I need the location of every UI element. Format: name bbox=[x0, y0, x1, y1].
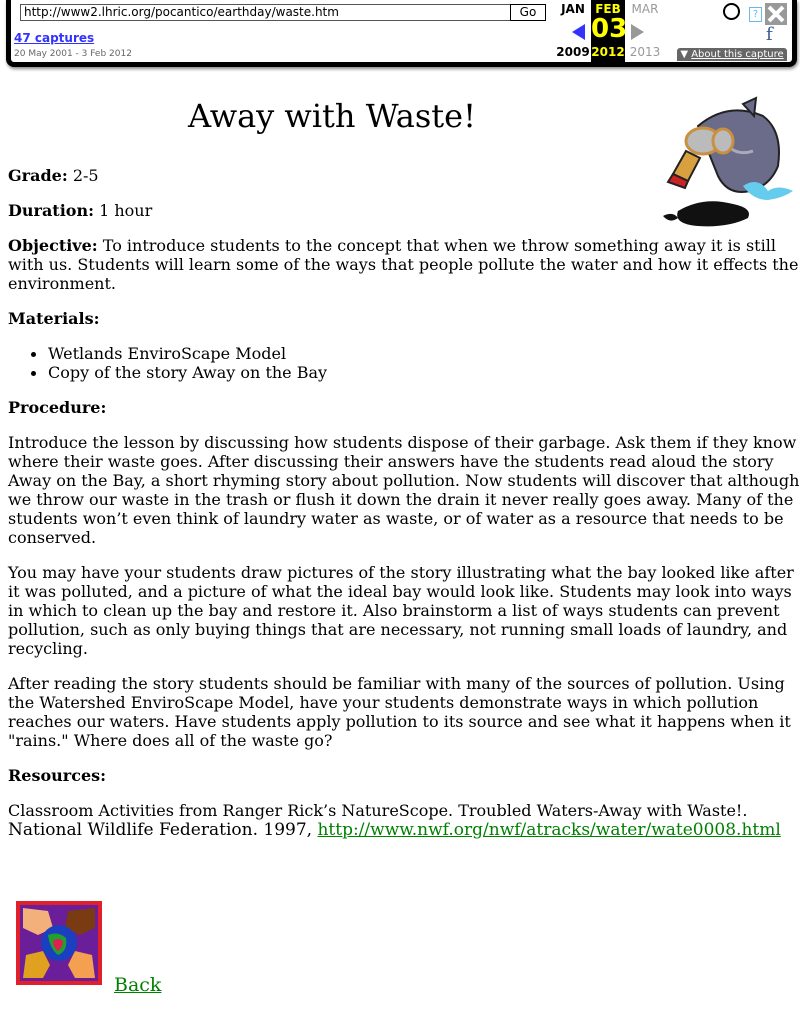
procedure-label: Procedure: bbox=[8, 398, 107, 417]
loading-circle-icon bbox=[723, 3, 740, 20]
next-month: MAR bbox=[631, 2, 659, 16]
page-title: Away with Waste! bbox=[188, 97, 476, 135]
resources-line2 bbox=[8, 820, 781, 840]
current-year: 2012 bbox=[591, 45, 625, 59]
facebook-share-icon[interactable]: f bbox=[766, 24, 773, 45]
materials-label: Materials: bbox=[8, 309, 100, 328]
close-icon bbox=[765, 3, 787, 25]
materials-heading bbox=[8, 309, 800, 328]
duration-label: Duration: bbox=[8, 201, 94, 220]
capture-date-range: 20 May 2001 - 3 Feb 2012 bbox=[14, 49, 132, 59]
grade-label: Grade: bbox=[8, 166, 68, 185]
captures-link[interactable]: 47 captures bbox=[14, 31, 95, 45]
duration-line bbox=[8, 201, 800, 220]
procedure-paragraph: After reading the story students should be familiar with many of the sources of pollution. Using the Watershed EnviroScape Model, have your students demonstrate ways in which pollution reaches our waters. Have students apply pollution to its source and see what it happens when it "rains." Where does all of the waste go? bbox=[8, 674, 791, 750]
resources-label: Resources: bbox=[8, 766, 107, 785]
objective-text: To introduce students to the concept that when we throw something away it is still with us. Students will learn some of the ways that people pollute the water and how it effects the environment. bbox=[8, 236, 799, 293]
procedure-heading bbox=[8, 398, 800, 417]
materials-item: Wetlands EnviroScape Model bbox=[8, 344, 800, 363]
resources-citation bbox=[8, 801, 800, 840]
objective-line bbox=[8, 236, 800, 293]
next-year: 2013 bbox=[629, 45, 661, 59]
resources-publisher: National Wildlife Federation. 1997, bbox=[8, 820, 318, 840]
resources-link[interactable]: http://www.nwf.org/nwf/atracks/water/wate0008.html bbox=[317, 820, 781, 840]
objective-label: Objective: bbox=[8, 236, 98, 255]
materials-item: Copy of the story Away on the Bay bbox=[8, 363, 800, 382]
current-month: FEB bbox=[595, 2, 621, 16]
grade-value: 2-5 bbox=[72, 166, 99, 185]
about-arrow-icon: ▼ bbox=[680, 49, 689, 60]
procedure-paragraph: You may have your students draw pictures of the story illustrating what the bay looked like after it was polluted, and a picture of what the ideal bay would look like. Students may look into ways in which to clean up the bay and restore it. Also brainstorm a list of ways students can prevent pollution, such as only buying things that are necessary, not running small loads of laundry, and recycling. bbox=[8, 563, 794, 658]
current-day: 03 bbox=[591, 14, 628, 44]
prev-month[interactable]: JAN bbox=[561, 2, 585, 16]
help-icon[interactable]: ? bbox=[749, 7, 762, 22]
current-capture-column bbox=[591, 0, 628, 62]
wayback-go-button[interactable]: Go bbox=[510, 4, 546, 21]
prev-year[interactable]: 2009 bbox=[556, 45, 590, 59]
materials-list bbox=[8, 344, 800, 382]
next-capture-arrow-icon bbox=[631, 24, 644, 40]
about-capture-button[interactable] bbox=[677, 48, 787, 61]
procedure-paragraph: Introduce the lesson by discussing how students dispose of their garbage. Ask them if they know where their waste goes. After discussing their answers have the students read aloud the story Away on the Bay, a short rhyming story about pollution. Now students will discover that although we throw our waste in the trash or flush it down the drain it never really goes away. Many of the students won’t even think of laundry water as waste, or of water as a resource that needs to be conserved. bbox=[8, 433, 800, 547]
prev-capture-arrow-icon[interactable] bbox=[572, 24, 585, 40]
grade-line bbox=[8, 166, 800, 185]
about-capture-label: About this capture bbox=[691, 49, 784, 60]
resources-heading bbox=[8, 766, 800, 785]
close-toolbar-button[interactable] bbox=[765, 3, 787, 25]
resources-line1: Classroom Activities from Ranger Rick’s NatureScope. Troubled Waters-Away with Waste!. bbox=[8, 801, 748, 820]
wayback-url-input[interactable]: http://www2.lhric.org/pocantico/earthday/waste.htm bbox=[20, 4, 511, 21]
duration-value: 1 hour bbox=[99, 201, 153, 220]
back-link[interactable]: Back bbox=[114, 974, 162, 996]
wayback-toolbar bbox=[6, 0, 797, 67]
earth-hands-image bbox=[8, 893, 110, 993]
